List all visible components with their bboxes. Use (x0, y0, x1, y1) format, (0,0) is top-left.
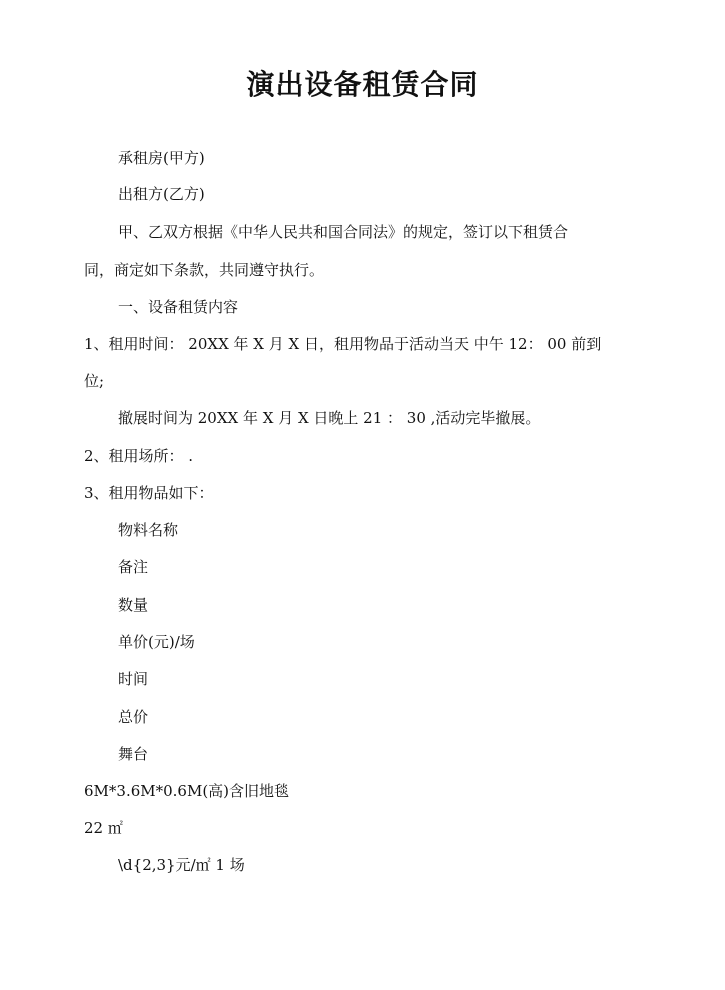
teardown-time-line: 撤展时间为 20XX 年 X 月 X 日晚上 21 ： 30 ,活动完毕撤展。 (118, 409, 541, 427)
table-header-total: 总价 (118, 708, 149, 726)
table-header-item-name: 物料名称 (118, 521, 179, 539)
clause-1-line-1: 1、租用时间： 20XX 年 X 月 X 日，租用物品于活动当天 中午 12： 00 前到 (84, 335, 602, 353)
table-header-unit-price: 单价(元)/场 (118, 633, 195, 651)
document-title: 演出设备租赁合同 (246, 68, 479, 101)
item-stage-spec: 6M*3.6M*0.6M(高)含旧地毯 (84, 782, 290, 800)
item-stage-name: 舞台 (118, 745, 149, 763)
table-header-time: 时间 (118, 670, 149, 688)
section-heading: 一、设备租赁内容 (118, 298, 239, 316)
party-a-line: 承租房(甲方) (118, 149, 205, 167)
party-b-line: 出租方(乙方) (118, 185, 205, 203)
item-stage-quantity: 22 ㎡ (84, 819, 123, 837)
clause-1-line-2: 位; (84, 372, 105, 390)
table-header-notes: 备注 (118, 558, 149, 576)
clause-3-line: 3、租用物品如下： (84, 484, 214, 502)
item-stage-price: \d{2,3}元/㎡ 1 场 (118, 856, 245, 874)
preamble-line-1: 甲、乙双方根据《中华人民共和国合同法》的规定，签订以下租赁合 (118, 223, 569, 241)
table-header-quantity: 数量 (118, 596, 149, 614)
clause-2-line: 2、租用场所： . (84, 447, 194, 465)
preamble-line-2: 同，商定如下条款，共同遵守执行。 (84, 261, 325, 279)
